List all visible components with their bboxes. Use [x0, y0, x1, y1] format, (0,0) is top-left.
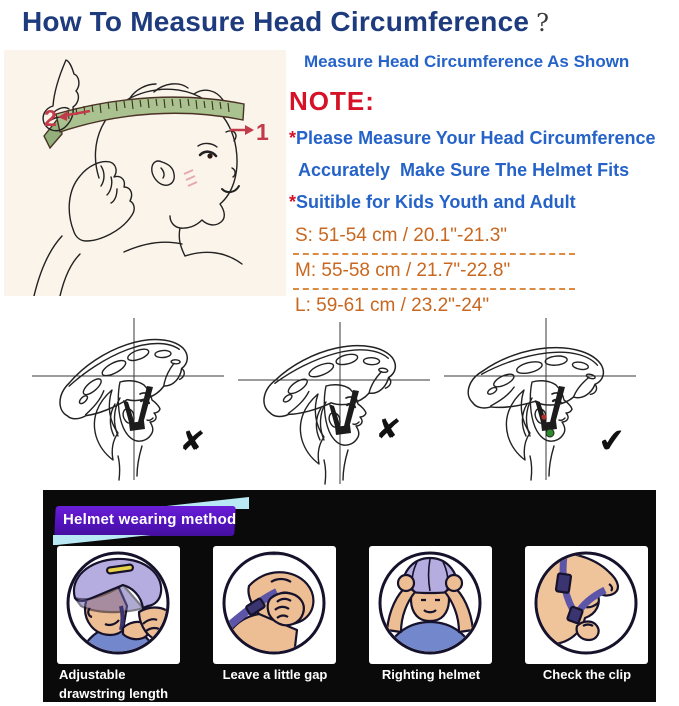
- banner-cyan-accent-bottom: [53, 535, 151, 545]
- correct-mark-icon: ✔: [596, 421, 627, 460]
- note-line: [289, 128, 675, 149]
- chin-buckle-green: [546, 429, 554, 437]
- asterisk: *: [289, 128, 297, 148]
- note-label: NOTE:: [289, 86, 375, 116]
- size-l-label: L: 59-61 cm / 23.2"-24": [295, 295, 490, 316]
- note-line: [289, 192, 675, 213]
- helmet-wearing-method-panel: [43, 490, 656, 702]
- info-heading: Measure Head Circumference As Shown: [304, 52, 630, 71]
- step-2-label: 2: [44, 105, 57, 131]
- step-caption: Adjustable drawstring length: [59, 667, 169, 701]
- page-title-text: How To Measure Head Circumference: [22, 6, 530, 37]
- baby-pupil: [207, 153, 212, 158]
- step-card-drawstring: [57, 546, 180, 664]
- note-line: [289, 160, 675, 181]
- dashed-divider: [293, 253, 575, 255]
- size-row-s: [289, 222, 575, 255]
- step-caption: Leave a little gap: [222, 667, 328, 682]
- size-row-m: [289, 257, 575, 290]
- note-line-text: Suitible for Kids Youth and Adult: [296, 192, 576, 212]
- fit-example-wrong-2: [234, 316, 434, 488]
- leave-gap-illustration: [213, 546, 336, 664]
- step-card-gap: [213, 546, 336, 664]
- wrong-mark-icon: ✘: [374, 412, 402, 448]
- size-chart: [289, 222, 575, 321]
- measure-head-illustration: [4, 50, 286, 296]
- righting-helmet-illustration: [369, 546, 492, 664]
- page-title: [22, 6, 549, 38]
- check-clip-illustration: [525, 546, 648, 664]
- info-column: [289, 52, 675, 321]
- baby-measuring-tape-drawing: [4, 50, 286, 296]
- note-line-text: Accurately Make Sure The Helmet Fits: [298, 160, 630, 180]
- helmet-shell: [467, 346, 605, 409]
- step-card-righting: [369, 546, 492, 664]
- size-m-label: M: 55-58 cm / 21.7"-22.8": [295, 260, 511, 281]
- helmet-tilted-back-drawing: [234, 316, 434, 488]
- step-caption: Righting helmet: [381, 667, 481, 682]
- size-s-label: S: 51-54 cm / 20.1"-21.3": [295, 225, 508, 246]
- asterisk: *: [289, 192, 297, 212]
- dashed-divider: [293, 288, 575, 290]
- adjust-drawstring-illustration: [57, 546, 180, 664]
- question-mark: ?: [536, 9, 550, 37]
- panel-banner: [51, 494, 291, 546]
- step-card-clip: [525, 546, 648, 664]
- step-caption: Check the clip: [542, 667, 632, 682]
- helmet-shell: [257, 338, 401, 419]
- step-1-label: 1: [256, 119, 269, 145]
- strap-red-dot: [541, 414, 546, 419]
- banner-title: Helmet wearing method: [63, 511, 237, 528]
- note-line-text: Please Measure Your Head Circumference: [296, 128, 656, 148]
- wrong-mark-icon: ✘: [178, 424, 206, 460]
